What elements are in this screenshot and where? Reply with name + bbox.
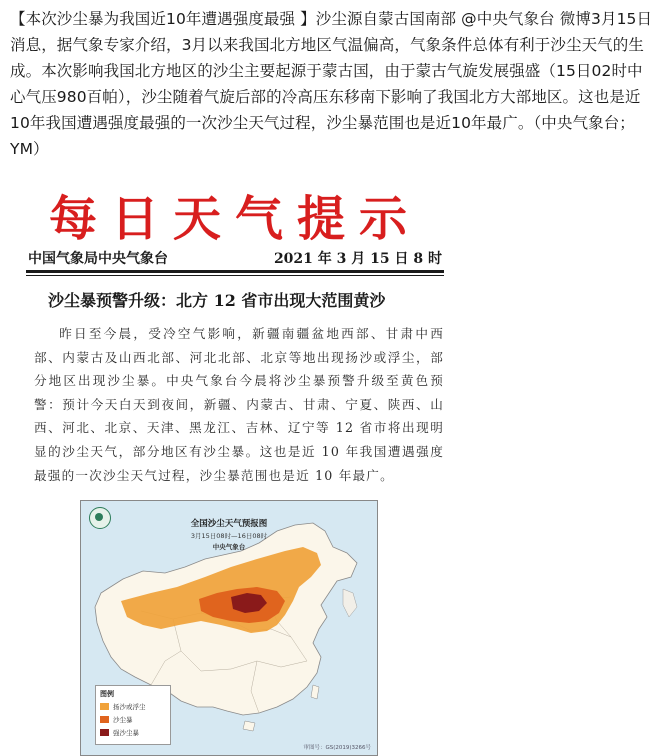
legend-item-sandstorm bbox=[100, 715, 133, 724]
map-legend bbox=[95, 685, 171, 745]
legend-label: 沙尘暴 bbox=[113, 716, 133, 724]
legend-swatch bbox=[100, 703, 109, 710]
news-intro-paragraph: 【本次沙尘暴为我国近10年遭遇强度最强 】沙尘源自蒙古国南部 @中央气象台 微博3月15日消息，据气象专家介绍，3月以来我国北方地区气温偏高，气象条件总体有利于沙尘天气的生成。本次影响我国北方地区的沙尘主要起源于蒙古国，由于蒙古气旋发展强盛（15日02时中心气压980百帕），沙尘随着气旋后部的冷高压东移南下影响了我国北方大部地区。这也是近10年我国遭遇强度最强的一次沙尘天气过程，沙尘暴范围也是近10年最广。（中央气象台；YM） bbox=[10, 10, 653, 158]
legend-swatch bbox=[100, 716, 109, 723]
legend-swatch bbox=[100, 729, 109, 736]
bulletin-body: 昨日至今晨，受冷空气影响，新疆南疆盆地西部、甘肃中西部、内蒙古及山西北部、河北北部、北京等地出现扬沙或浮尘，部分地区出现沙尘暴。中央气象台今晨将沙尘暴预警升级至黄色预警：预计今天白天到夜间，新疆、内蒙古、甘肃、宁夏、陕西、山西、河北、北京、天津、黑龙江、吉林、辽宁等 12 省市将出现明显的沙尘天气，部分地区有沙尘暴。这也是近 10 年我国遭遇强度最强的一次沙尘天气过程，沙尘暴范围也是近 10 年最广。 bbox=[34, 326, 444, 483]
bulletin-headline: 沙尘暴预警升级：北方 12 省市出现大范围黄沙 bbox=[48, 291, 386, 310]
bulletin-title: 每日天气提示 bbox=[48, 191, 421, 247]
weather-bulletin-image bbox=[22, 170, 452, 754]
legend-label: 强沙尘暴 bbox=[113, 729, 139, 737]
hainan-island bbox=[243, 721, 255, 731]
map-credit: 审图号：GS(2019)3266号 bbox=[303, 745, 371, 751]
bulletin-header bbox=[28, 248, 442, 268]
dust-forecast-map bbox=[80, 500, 378, 756]
map-org: 中央气象台 bbox=[212, 543, 246, 551]
bulletin-org: 中国气象局中央气象台 bbox=[28, 251, 168, 267]
bulletin-date: 2021 年 3 月 15 日 8 时 bbox=[273, 251, 442, 267]
header-rule-thick bbox=[26, 270, 444, 273]
legend-item-severe-sandstorm bbox=[100, 728, 139, 737]
legend-label: 扬沙或浮尘 bbox=[113, 703, 146, 711]
map-title: 全国沙尘天气预报图 bbox=[190, 519, 268, 529]
map-period: 3月15日08时—16日08时 bbox=[190, 532, 268, 540]
legend-title: 图例 bbox=[100, 690, 114, 698]
legend-item-floating-dust bbox=[100, 702, 146, 711]
header-rule-thin bbox=[26, 275, 444, 276]
